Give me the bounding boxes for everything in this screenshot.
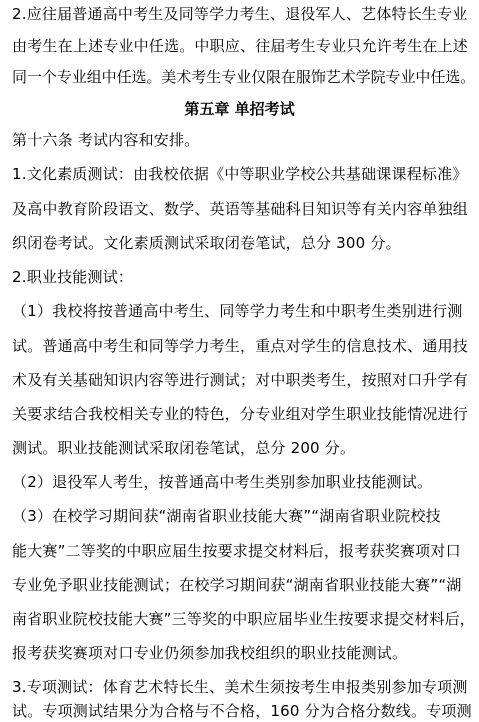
paragraph-line: 试。普通高中考生和同等学力考生，重点对学生的信息技术、通用技 — [12, 337, 469, 355]
paragraph-line: 专业免予职业技能测试；在校学习期间获“湖南省职业技能大赛”“湖 — [12, 576, 462, 594]
paragraph-line: 同一个专业组中任选。美术考生专业仅限在服饰艺术学院专业中任选。 — [12, 68, 476, 86]
paragraph-line: 南省职业院校技能大赛”三等奖的中职应届毕业生按要求提交材料后， — [12, 610, 475, 628]
paragraph-line: 试。专项测试结果分为合格与不合格，160 分为合格分数线。专项测 — [12, 702, 472, 720]
paragraph-line: 3.专项测试：体育艺术特长生、美术生须按考生申报类别参加专项测 — [12, 678, 468, 696]
paragraph-line: （2）退役军人考生，按普通高中考生类别参加职业技能测试。 — [12, 473, 433, 491]
paragraph-line: 报考获奖赛项对口专业仍须参加我校组织的职业技能测试。 — [12, 644, 408, 662]
paragraph-line: 织闭卷考试。文化素质测试采取闭卷笔试，总分 300 分。 — [12, 234, 401, 252]
paragraph-line: （1）我校将按普通高中考生、同等学力考生和中职考生类别进行测 — [12, 302, 463, 320]
paragraph-line: 由考生在上述专业中任选。中职应、往届考生专业只允许考生在上述 — [12, 37, 469, 55]
section-heading: 2.职业技能测试： — [12, 268, 134, 286]
paragraph-line: （3）在校学习期间获“湖南省职业技能大赛”“湖南省职业院校技 — [12, 507, 441, 525]
paragraph-line: 1.文化素质测试：由我校依据《中等职业学校公共基础课课程标准》 — [12, 165, 468, 183]
chapter-heading: 第五章 单招考试 — [184, 100, 295, 118]
paragraph-line: 2.应往届普通高中考生及同等学力考生、退役军人、艺体特长生专业 — [12, 5, 468, 23]
paragraph-line: 及高中教育阶段语文、数学、英语等基础科目知识等有关内容单独组 — [12, 200, 469, 218]
paragraph-line: 术及有关基础知识内容等进行测试；对中职类考生，按照对口升学有 — [12, 371, 469, 389]
paragraph-line: 测试。职业技能测试采取闭卷笔试，总分 200 分。 — [12, 439, 356, 457]
article-heading: 第十六条 考试内容和安排。 — [12, 131, 200, 149]
paragraph-line: 关要求结合我校相关专业的特色，分专业组对学生职业技能情况进行 — [12, 405, 469, 423]
paragraph-line: 能大赛”二等奖的中职应届生按要求提交材料后，报考获奖赛项对口 — [12, 542, 461, 560]
